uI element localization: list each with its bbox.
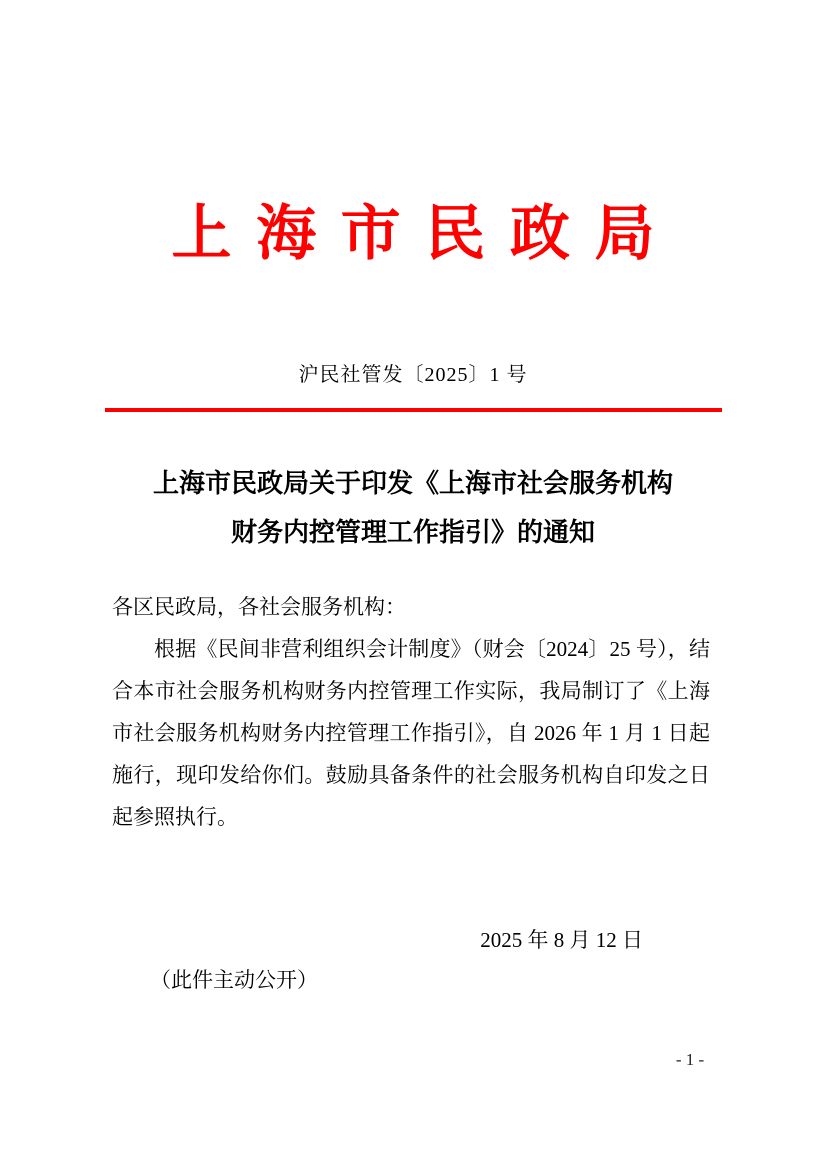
red-divider-line [105, 408, 722, 412]
notice-title-line1: 上海市民政局关于印发《上海市社会服务机构 [152, 469, 673, 498]
agency-red-header: 上海市民政局 [171, 201, 680, 267]
body-paragraph: 根据《民间非营利组织会计制度》（财会〔2024〕25 号），结合本市社会服务机构财务内控管理工作实际，我局制订了《上海市社会服务机构财务内控管理工作指引》，自 2026 年 1 月 1 日起施行，现印发给你们。鼓励具备条件的社会服务机构自印发之日起参照执行。 [112, 637, 710, 829]
document-number: 沪民社管发〔2025〕1 号 [298, 364, 528, 386]
page-number: - 1 - [675, 1050, 705, 1069]
notice-title [60, 459, 766, 557]
issue-date: 2025 年 8 月 12 日 [480, 928, 643, 952]
salutation-line: 各区民政局，各社会服务机构： [112, 595, 406, 619]
disclosure-note: （此件主动公开） [150, 968, 318, 992]
notice-title-line2: 财务内控管理工作指引》的通知 [230, 518, 595, 547]
notice-body [112, 586, 710, 838]
